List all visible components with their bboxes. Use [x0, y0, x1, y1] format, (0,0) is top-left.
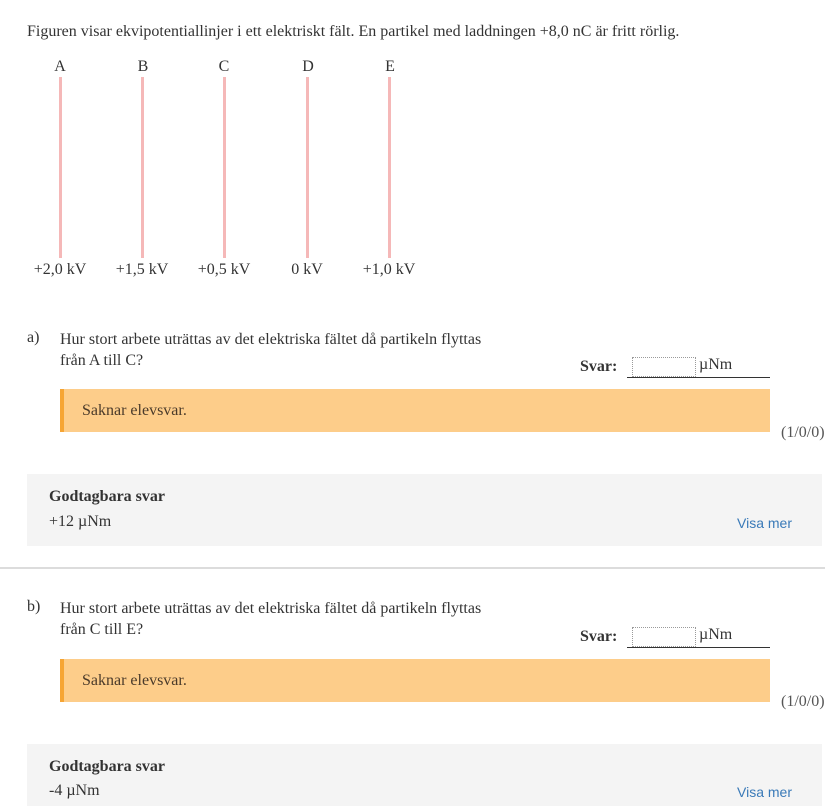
equipotential-line-c [223, 77, 226, 258]
potential-label-e: +1,0 kV [362, 261, 416, 278]
equipotential-line-b [141, 77, 144, 258]
answer-unit: µNm [699, 626, 733, 643]
line-label-c: C [218, 58, 230, 75]
question-letter: a) [27, 329, 40, 346]
question-letter: b) [27, 598, 41, 615]
answer-unit: µNm [699, 356, 733, 373]
line-label-a: A [54, 58, 66, 75]
question-text-line1: Hur stort arbete uträttas av det elektriska fältet då partikeln flyttas [60, 331, 482, 348]
accepted-answers-title: Godtagbara svar [49, 488, 165, 505]
answer-input[interactable] [632, 627, 696, 647]
question-text-line2: från A till C? [60, 352, 144, 369]
missing-answer-notice: Saknar elevsvar. [60, 659, 770, 702]
line-label-b: B [137, 58, 149, 75]
equipotential-line-e [388, 77, 391, 258]
show-more-link[interactable]: Visa mer [737, 515, 792, 531]
accepted-answers-title: Godtagbara svar [49, 758, 165, 775]
score-label: (1/0/0) [781, 424, 825, 441]
equipotential-line-d [306, 77, 309, 258]
accepted-answers-panel [27, 474, 822, 546]
potential-label-b: +1,5 kV [115, 261, 169, 278]
potential-label-d: 0 kV [291, 261, 323, 278]
svar-label: Svar: [580, 628, 618, 645]
accepted-answer-value: -4 µNm [49, 782, 100, 799]
line-label-e: E [385, 58, 395, 75]
answer-underline [627, 647, 770, 648]
answer-input[interactable] [632, 357, 696, 377]
svar-label: Svar: [580, 358, 618, 375]
potential-label-a: +2,0 kV [33, 261, 87, 278]
question-text-line1: Hur stort arbete uträttas av det elektriska fältet då partikeln flyttas [60, 600, 482, 617]
intro-text: Figuren visar ekvipotentiallinjer i ett elektriskt fält. En partikel med laddningen +8,0 nC är fritt rörlig. [27, 23, 680, 40]
potential-label-c: +0,5 kV [197, 261, 251, 278]
equipotential-line-a [59, 77, 62, 258]
section-divider [0, 567, 825, 569]
line-label-d: D [302, 58, 314, 75]
accepted-answer-value: +12 µNm [49, 513, 112, 530]
show-more-link[interactable]: Visa mer [737, 784, 792, 800]
score-label: (1/0/0) [781, 693, 825, 710]
answer-underline [627, 377, 770, 378]
question-text-line2: från C till E? [60, 621, 144, 638]
missing-answer-notice: Saknar elevsvar. [60, 389, 770, 432]
